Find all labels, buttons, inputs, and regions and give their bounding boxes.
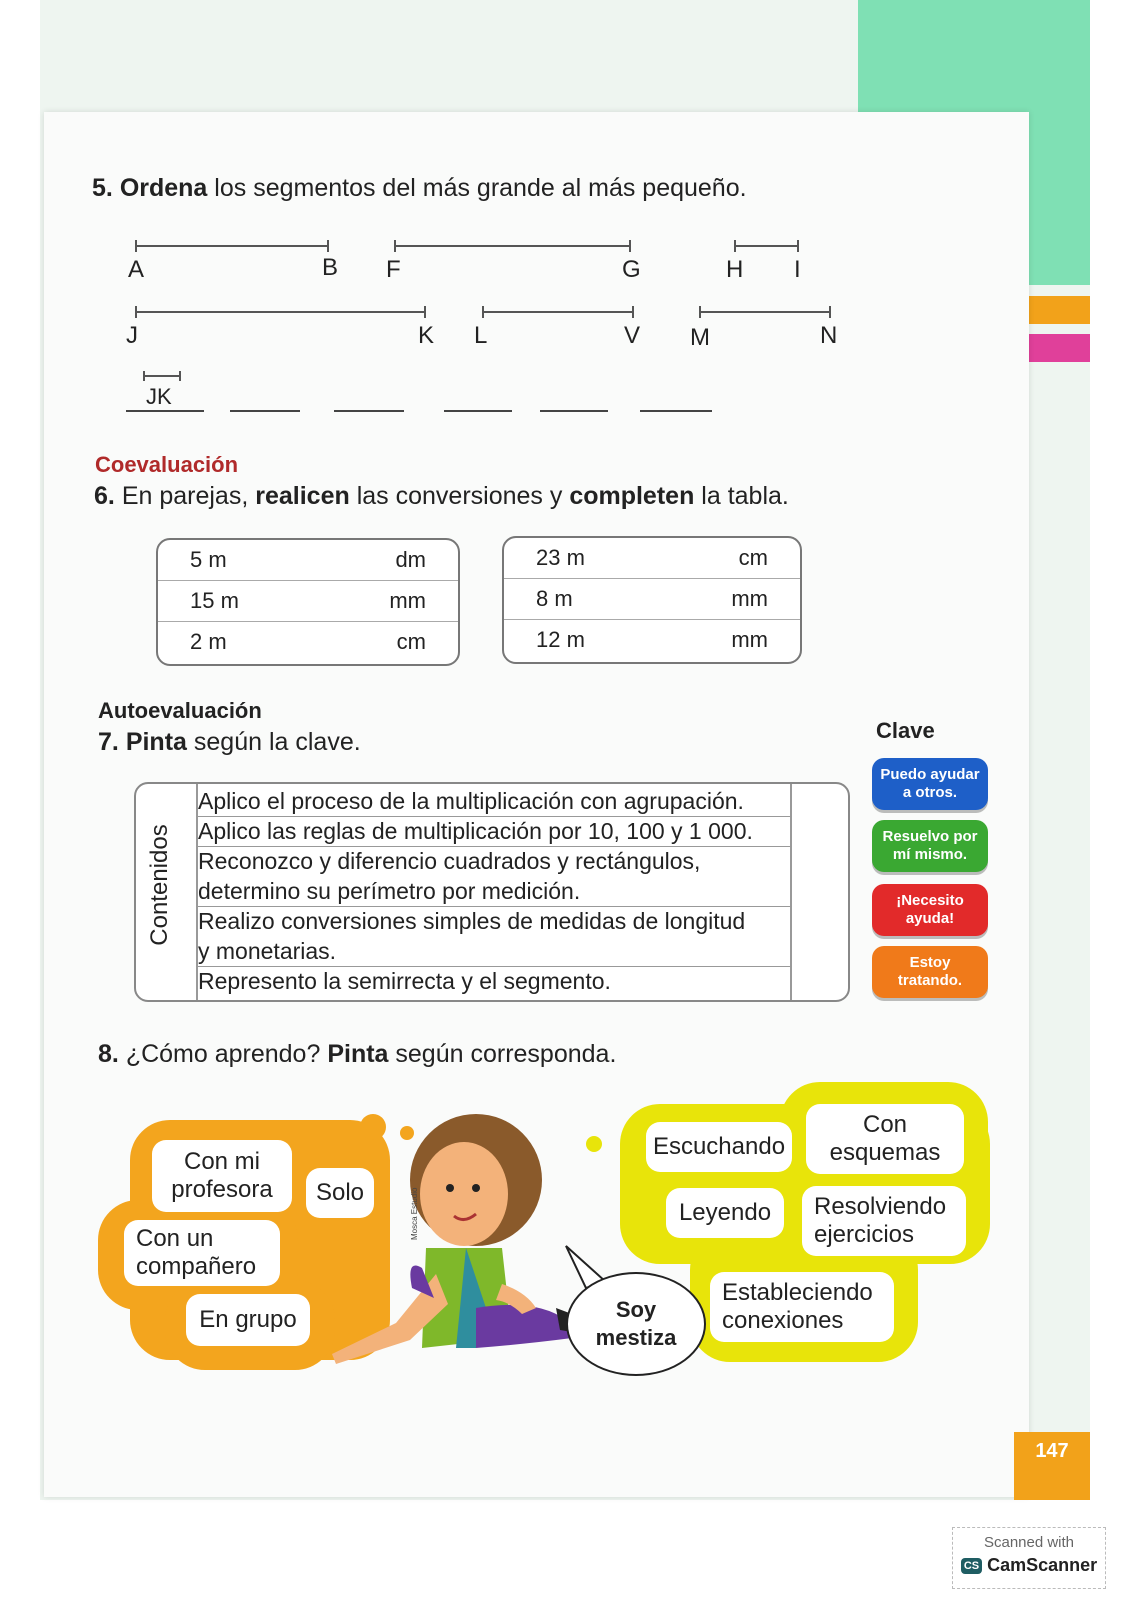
question-6: 6. En parejas, realicen las conversiones y completen la tabla.	[94, 482, 789, 510]
table-row[interactable]: 23 m cm	[504, 538, 800, 579]
question-7: 7. Pinta según la clave.	[98, 728, 361, 756]
answer-blank-3[interactable]	[334, 410, 404, 412]
autoevaluacion-label: Autoevaluación	[98, 698, 262, 723]
option-solo[interactable]: Solo	[306, 1168, 374, 1218]
label-v: V	[624, 322, 641, 349]
answer-blank-4[interactable]	[444, 410, 512, 412]
clave-puedo-ayudar[interactable]: Puedo ayudar a otros.	[872, 758, 988, 810]
contenido-row-continued: y monetarias.	[198, 936, 790, 967]
camscanner-logo-icon: CS	[961, 1558, 982, 1574]
answer-blank-1[interactable]	[126, 410, 204, 412]
contenido-row[interactable]: Aplico el proceso de la multiplicación con agrupación.	[198, 786, 790, 817]
table-row[interactable]: 2 m cm	[190, 629, 426, 654]
table-row[interactable]: 12 m mm	[536, 627, 768, 652]
orange-page-tab	[1022, 296, 1090, 324]
contenido-row-continued: determino su perímetro por medición.	[198, 876, 790, 907]
option-resolviendo-ejercicios[interactable]: Resolviendo ejercicios	[802, 1186, 966, 1256]
contenido-row[interactable]: Represento la semirrecta y el segmento.	[198, 968, 611, 994]
label-f: F	[386, 256, 401, 283]
clave-necesito-ayuda[interactable]: ¡Necesito ayuda!	[872, 884, 988, 936]
table-row[interactable]: 5 m dm	[158, 540, 458, 581]
question-5: 5. Ordena los segmentos del más grande al más pequeño.	[92, 174, 747, 202]
camscanner-watermark	[952, 1527, 1106, 1589]
option-estableciendo-conexiones[interactable]: Estableciendo conexiones	[710, 1272, 894, 1342]
contenido-row[interactable]: Realizo conversiones simples de medidas de longitud	[198, 908, 746, 934]
table-row[interactable]: 15 m mm	[158, 581, 458, 622]
option-leyendo[interactable]: Leyendo	[666, 1188, 784, 1238]
conversion-table-right	[502, 536, 802, 664]
watermark-line1: Scanned with	[983, 1534, 1075, 1551]
answer-blank-2[interactable]	[230, 410, 300, 412]
option-con-esquemas[interactable]: Con esquemas	[806, 1104, 964, 1174]
clave-resuelvo[interactable]: Resuelvo por mí mismo.	[872, 820, 988, 872]
clave-title: Clave	[876, 718, 935, 743]
label-m: M	[690, 324, 710, 351]
contenidos-side-label: Contenidos	[146, 824, 173, 946]
answer-example: JK	[146, 384, 172, 409]
speech-bubble: Soy mestiza	[566, 1272, 706, 1376]
coevaluacion-label: Coevaluación	[95, 452, 239, 477]
answer-blank-5[interactable]	[540, 410, 608, 412]
label-k: K	[418, 322, 435, 349]
watermark-line2: CamScanner	[987, 1555, 1098, 1575]
label-h: H	[726, 256, 744, 283]
question-8: 8. ¿Cómo aprendo? Pinta según corresponda.	[98, 1040, 617, 1068]
contenido-row[interactable]: Reconozco y diferencio cuadrados y rectángulos,	[198, 848, 701, 874]
column-divider	[790, 784, 792, 1000]
contenido-row[interactable]: Aplico las reglas de multiplicación por 10, 100 y 1 000.	[198, 816, 790, 847]
answer-blank-6[interactable]	[640, 410, 712, 412]
page-number: 147	[1014, 1432, 1090, 1500]
table-row[interactable]: 8 m mm	[504, 579, 800, 620]
label-j: J	[126, 322, 138, 349]
label-a: A	[128, 256, 145, 283]
label-g: G	[622, 256, 641, 283]
option-escuchando[interactable]: Escuchando	[646, 1122, 792, 1172]
contenidos-table	[134, 782, 850, 1002]
label-b: B	[322, 254, 339, 281]
label-l: L	[474, 322, 488, 349]
label-n: N	[820, 322, 838, 349]
label-i: I	[794, 256, 801, 283]
option-en-grupo[interactable]: En grupo	[186, 1294, 310, 1346]
pink-page-tab	[1022, 334, 1090, 362]
clave-estoy-tratando[interactable]: Estoy tratando.	[872, 946, 988, 998]
conversion-table-left	[156, 538, 460, 666]
option-con-mi-profesora[interactable]: Con mi profesora	[152, 1140, 292, 1212]
option-con-un-companero[interactable]: Con un compañero	[124, 1220, 280, 1286]
illustration-credit: Mosca Estudio	[410, 1187, 419, 1240]
